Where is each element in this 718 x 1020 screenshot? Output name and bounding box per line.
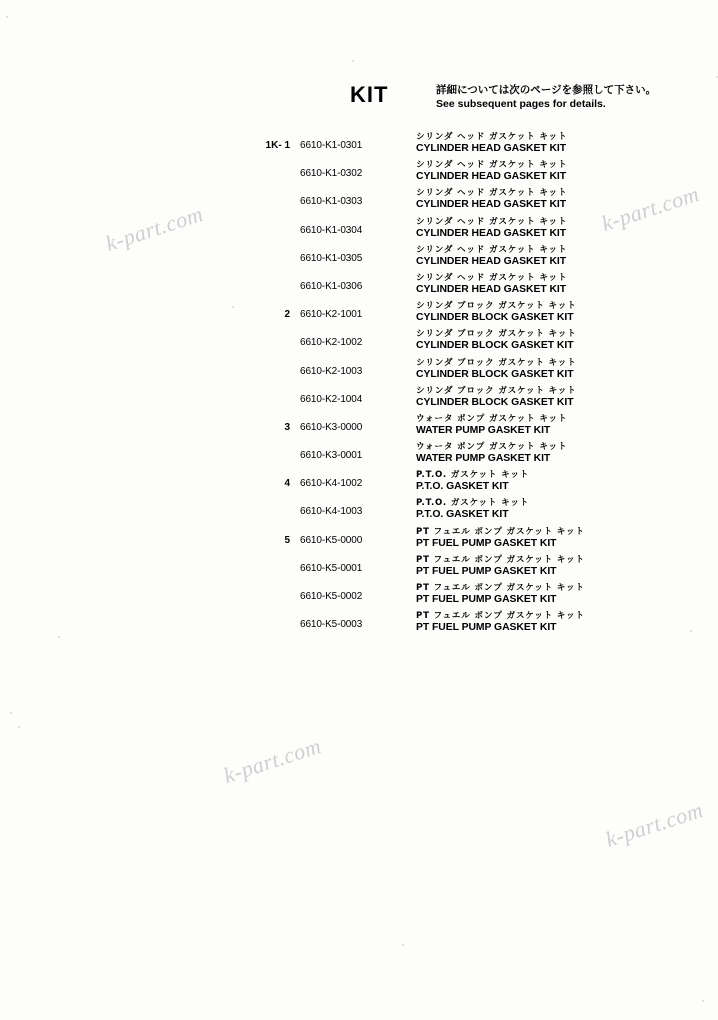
row-description-jp: ウォータ ポンプ ガスケット キット [416,413,568,424]
row-description-en: CYLINDER HEAD GASKET KIT [416,283,567,295]
row-description-en: CYLINDER HEAD GASKET KIT [416,199,567,211]
row-description [410,329,718,352]
row-reference-number [0,442,300,450]
row-reference-number [0,188,300,196]
row-part-number: 6610-K1-0301 [300,140,363,151]
row-description-jp: シリンダ ブロック ガスケット キット [416,301,577,312]
table-row [0,442,718,470]
row-description-en: P.T.O. GASKET KIT [416,481,509,493]
parts-list [0,132,718,639]
row-description-en: CYLINDER HEAD GASKET KIT [416,171,567,183]
table-row [0,611,718,639]
row-reference-number: 4 [284,478,290,490]
row-description-en: CYLINDER HEAD GASKET KIT [416,227,567,239]
scan-speck [10,712,12,714]
row-description-jp: P.T.O. ガスケット キット [416,498,530,509]
row-description-jp: PT フュエル ポンプ ガスケット キット [416,611,585,622]
row-description-en: CYLINDER BLOCK GASKET KIT [416,396,574,408]
table-row [0,217,718,245]
row-description-en: CYLINDER HEAD GASKET KIT [416,255,567,267]
table-row [0,301,718,329]
table-row [0,386,718,414]
row-description-en: PT FUEL PUMP GASKET KIT [416,594,557,605]
watermark: k-part.com [220,733,325,789]
row-part-number: 6610-K1-0304 [300,224,363,236]
row-description-en: P.T.O. GASKET KIT [416,509,509,521]
table-row [0,358,718,386]
row-description [410,245,718,268]
header-note-jp: 詳細については次のページを参照して下さい。 [436,84,657,96]
table-row [0,245,718,273]
row-description-jp: ウォータ ポンプ ガスケット キット [416,442,568,453]
row-description [410,132,718,155]
row-part-number: 6610-K1-0305 [300,252,363,264]
row-description [410,358,718,381]
row-reference-number [0,555,300,563]
row-part-number: 6610-K2-1001 [300,309,363,321]
table-row [0,188,718,216]
row-description-jp: シリンダ ブロック ガスケット キット [416,357,577,368]
row-part-number: 6610-K1-0303 [300,196,363,208]
row-description-en: CYLINDER HEAD GASKET KIT [416,143,567,154]
table-row [0,527,718,555]
row-description-jp: シリンダ ヘッド ガスケット キット [416,272,568,283]
row-part-number: 6610-K5-0003 [300,619,363,631]
row-reference-number: 5 [284,534,290,546]
row-description [410,555,718,578]
header-note-en: See subsequent pages for details. [436,98,606,110]
row-description-jp: シリンダ ヘッド ガスケット キット [416,244,568,255]
row-description-en: PT FUEL PUMP GASKET KIT [416,537,557,549]
row-reference-number [0,217,300,225]
table-row [0,555,718,583]
row-description [410,301,718,324]
row-part-number: 6610-K4-1002 [300,478,363,490]
table-row [0,470,718,498]
row-part-number: 6610-K5-0001 [300,562,363,574]
row-description-jp: シリンダ ヘッド ガスケット キット [416,160,568,171]
row-description [410,498,718,521]
row-description-jp: シリンダ ブロック ガスケット キット [416,329,577,340]
scan-speck [18,726,20,728]
row-description-jp: シリンダ ヘッド ガスケット キット [416,132,568,142]
row-part-number: 6610-K2-1004 [300,393,363,405]
scan-speck [352,60,354,62]
row-description-en: CYLINDER BLOCK GASKET KIT [416,368,574,380]
row-reference-number [0,358,300,366]
row-description [410,160,718,183]
watermark: k-part.com [598,181,703,237]
table-row [0,329,718,357]
row-reference-number [0,273,300,281]
table-row [0,583,718,611]
row-description-jp: PT フュエル ポンプ ガスケット キット [416,526,585,537]
row-part-number: 6610-K2-1002 [300,337,363,349]
row-part-number: 6610-K2-1003 [300,365,363,377]
row-reference-number [0,245,300,253]
header-note [436,84,688,111]
row-part-number: 6610-K1-0302 [300,168,363,180]
row-reference-number [0,611,300,619]
row-description-en: CYLINDER BLOCK GASKET KIT [416,312,574,324]
row-description [410,414,718,437]
row-reference-number: 1K- 1 [265,140,290,151]
row-description-jp: シリンダ ヘッド ガスケット キット [416,216,568,227]
row-reference-number [0,329,300,337]
scan-speck [702,1000,704,1002]
table-row [0,414,718,442]
row-part-number: 6610-K5-0002 [300,591,363,602]
row-description-jp: シリンダ ヘッド ガスケット キット [416,188,568,199]
page-title: KIT [350,82,389,107]
table-row [0,160,718,188]
watermark: k-part.com [102,201,207,257]
scan-speck [6,16,8,18]
row-description-jp: P.T.O. ガスケット キット [416,470,530,481]
row-part-number: 6610-K3-0000 [300,421,363,433]
row-description [410,611,718,634]
row-description-en: WATER PUMP GASKET KIT [416,453,551,465]
row-description-en: CYLINDER BLOCK GASKET KIT [416,340,574,352]
row-reference-number [0,583,300,591]
row-description [410,188,718,211]
row-description-jp: シリンダ ブロック ガスケット キット [416,385,577,396]
row-description-en: PT FUEL PUMP GASKET KIT [416,565,557,577]
row-description [410,470,718,493]
watermark: k-part.com [602,797,707,853]
row-part-number: 6610-K4-1003 [300,506,363,518]
row-description [410,442,718,465]
row-description [410,386,718,409]
table-row [0,273,718,301]
row-description [410,273,718,296]
row-description-en: WATER PUMP GASKET KIT [416,424,551,436]
row-description-jp: PT フュエル ポンプ ガスケット キット [416,554,585,565]
table-row [0,132,718,160]
row-part-number: 6610-K3-0001 [300,450,363,462]
row-reference-number: 2 [284,309,290,321]
scan-speck [402,944,404,946]
row-reference-number [0,386,300,394]
row-description-jp: PT フュエル ポンプ ガスケット キット [416,583,585,593]
row-description [410,217,718,240]
row-part-number: 6610-K1-0306 [300,280,363,292]
row-description [410,527,718,550]
table-row [0,498,718,526]
row-description [410,583,718,606]
row-reference-number [0,160,300,168]
row-description-en: PT FUEL PUMP GASKET KIT [416,622,557,634]
row-reference-number [0,498,300,506]
row-reference-number: 3 [284,421,290,433]
row-part-number: 6610-K5-0000 [300,534,363,546]
